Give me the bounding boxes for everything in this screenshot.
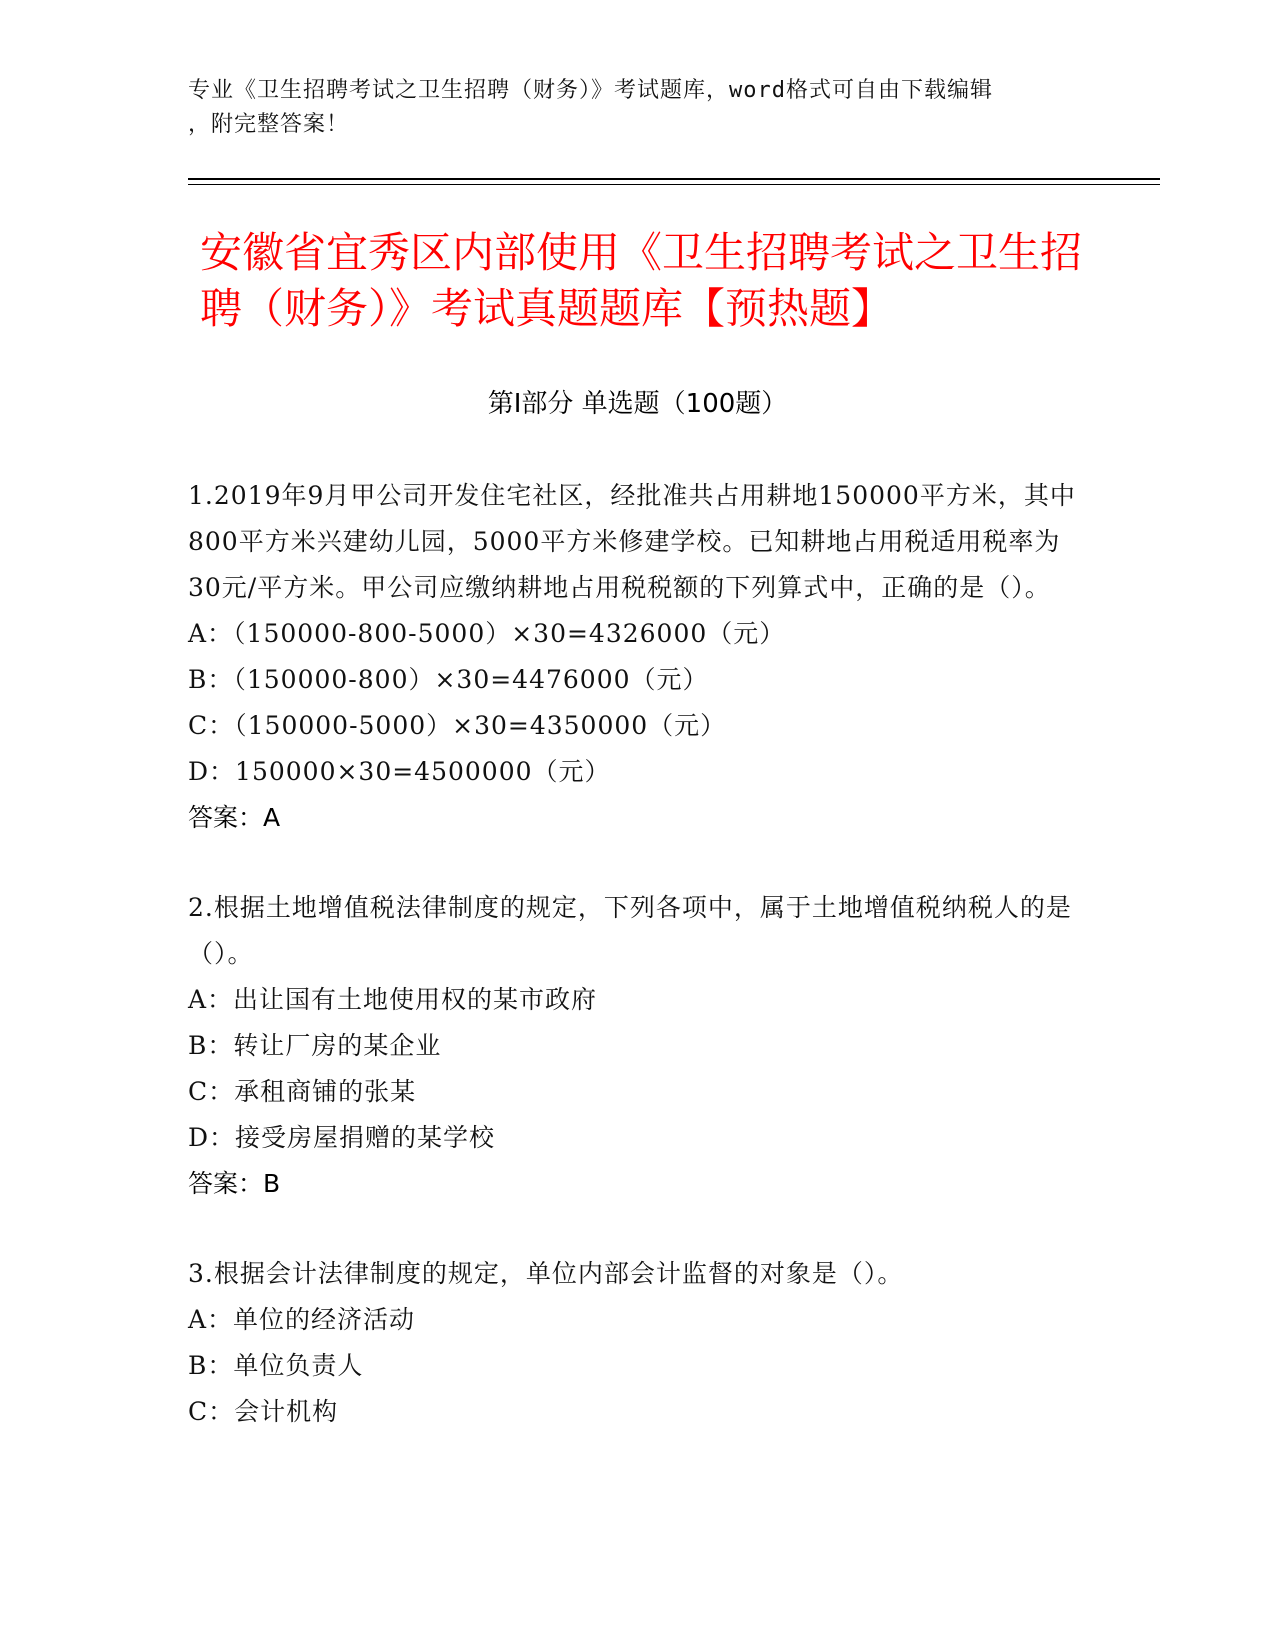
option-c: C：承租商铺的张某: [188, 1077, 417, 1106]
document-title: 安徽省宜秀区内部使用《卫生招聘考试之卫生招聘（财务）》考试真题题库【预热题】: [200, 228, 1083, 333]
option-a: A：出让国有土地使用权的某市政府: [188, 985, 598, 1014]
option-b: B：转让厂房的某企业: [188, 1031, 442, 1060]
header-note-line-1: 专业《卫生招聘考试之卫生招聘（财务）》考试题库，word格式可自由下载编辑: [188, 78, 993, 103]
question-text: 1.2019年9月甲公司开发住宅社区，经批准共占用耕地150000平方米，其中800平方米兴建幼儿园，5000平方米修建学校。已知耕地占用税适用税率为30元/平方米。甲公司应缴纳耕地占用税税额的下列算式中，正确的是（）。: [188, 481, 1076, 602]
question-text: 3.根据会计法律制度的规定，单位内部会计监督的对象是（）。: [188, 1259, 904, 1288]
question-list: [188, 473, 1088, 1479]
question-item: [188, 1251, 1088, 1435]
option-b: B：单位负责人: [188, 1351, 364, 1380]
option-d: D：接受房屋捐赠的某学校: [188, 1123, 496, 1152]
answer-text: 答案：A: [188, 803, 281, 832]
header-divider-thick: [188, 178, 1160, 180]
option-c: C：（150000-5000）×30=4350000（元）: [188, 711, 727, 740]
section-title: 第Ⅰ部分 单选题（100题）: [487, 389, 788, 419]
option-a: A：（150000-800-5000）×30=4326000（元）: [188, 619, 786, 648]
question-item: [188, 885, 1088, 1207]
header-note: [188, 74, 1068, 142]
header-note-line-2: ，附完整答案！: [188, 112, 350, 137]
option-d: D：150000×30=4500000（元）: [188, 757, 611, 786]
option-a: A：单位的经济活动: [188, 1305, 416, 1334]
answer-text: 答案：B: [188, 1169, 281, 1198]
option-c: C：会计机构: [188, 1397, 339, 1426]
question-item: [188, 473, 1088, 841]
question-text: 2.根据土地增值税法律制度的规定，下列各项中，属于土地增值税纳税人的是（）。: [188, 893, 1072, 968]
header-divider-thin: [188, 184, 1160, 185]
option-b: B：（150000-800）×30=4476000（元）: [188, 665, 709, 694]
